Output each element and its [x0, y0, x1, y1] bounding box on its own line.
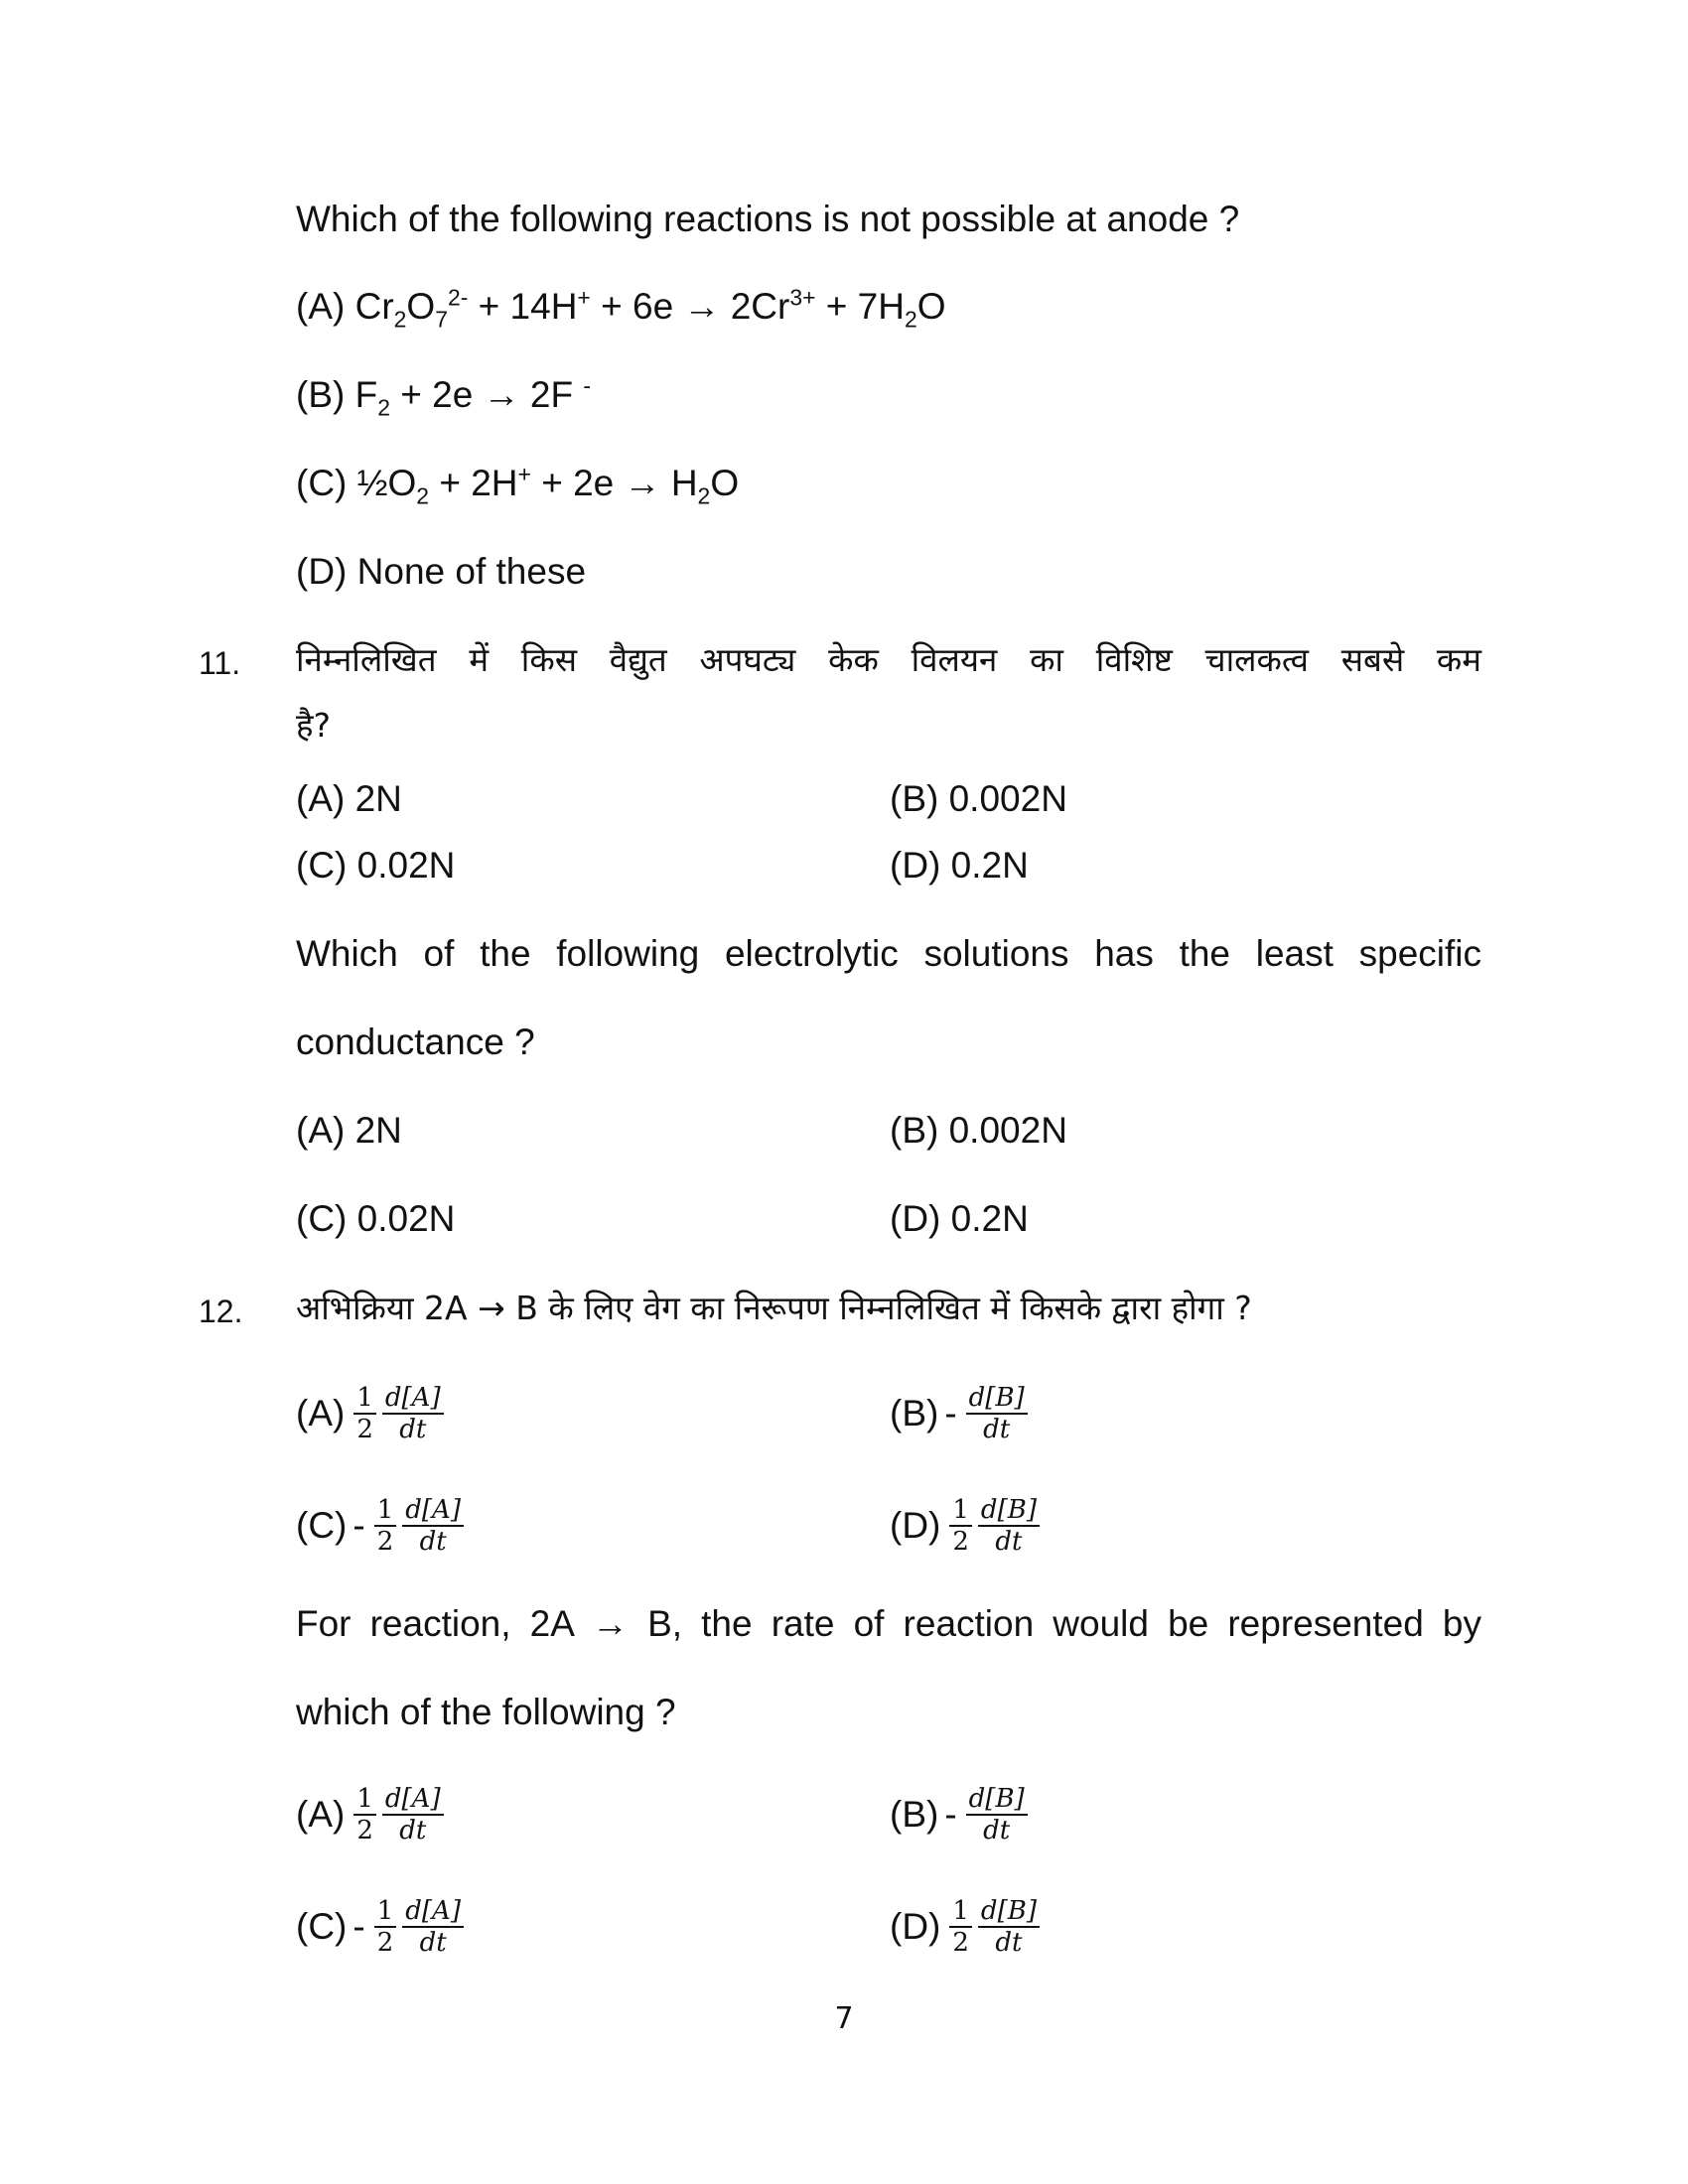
fraction-derivative: $\frac{d[B]}{dt}$ [966, 1383, 1028, 1444]
page-number: 7 [834, 2001, 854, 2036]
q12-en-option-a: (A) $\frac{1}{2}$ $\frac{d[A]}{dt}$ [296, 1775, 447, 1854]
q12-hi-option-c: (C) - $\frac{1}{2}$ $\frac{d[A]}{dt}$ [296, 1486, 467, 1566]
q12-en-option-b: (B) - $\frac{d[B]}{dt}$ [890, 1775, 1031, 1854]
fraction-coefficient: $\frac{1}{2}$ [374, 1495, 397, 1557]
fraction-coefficient: $\frac{1}{2}$ [353, 1383, 376, 1444]
q12-number: 12. [199, 1294, 243, 1329]
q12-hi-option-a: (A) $\frac{1}{2}$ $\frac{d[A]}{dt}$ [296, 1374, 447, 1453]
fraction-coefficient: $\frac{1}{2}$ [949, 1495, 972, 1557]
q10-question-en: Which of the following reactions is not possible at anode ? [296, 199, 1240, 239]
fraction-derivative: $\frac{d[A]}{dt}$ [402, 1495, 464, 1557]
q12-hi-option-b: (B) - $\frac{d[B]}{dt}$ [890, 1374, 1031, 1453]
q12-en-option-d: (D) $\frac{1}{2}$ $\frac{d[B]}{dt}$ [890, 1887, 1043, 1967]
q11-question-en-line2: conductance ? [296, 1022, 535, 1062]
fraction-derivative: $\frac{d[B]}{dt}$ [978, 1896, 1040, 1958]
q11-hi-option-a: (A) 2N [296, 778, 402, 819]
q11-question-en-line1: Which of the following electrolytic solutions has the least specific [296, 933, 1481, 974]
q11-hi-option-c: (C) 0.02N [296, 845, 456, 886]
q11-en-option-c: (C) 0.02N [296, 1198, 456, 1239]
q11-en-option-a: (A) 2N [296, 1110, 402, 1151]
q10-option-b: (B) $F_2 + 2e \to 2F$ - [296, 372, 591, 421]
q11-number: 11. [199, 645, 241, 681]
fraction-derivative: $\frac{d[A]}{dt}$ [382, 1383, 444, 1444]
q12-question-hi: अभिक्रिया 2A → B के लिए वेग का निरूपण निम्नलिखित में किसके द्वारा होगा ? [296, 1289, 1252, 1327]
q11-en-option-b: (B) 0.002N [890, 1110, 1067, 1151]
q11-en-option-d: (D) 0.2N [890, 1198, 1029, 1239]
fraction-coefficient: $\frac{1}{2}$ [353, 1784, 376, 1845]
q11-hi-option-b: (B) 0.002N [890, 778, 1067, 819]
q12-en-option-c: (C) - $\frac{1}{2}$ $\frac{d[A]}{dt}$ [296, 1887, 467, 1967]
fraction-derivative: $\frac{d[A]}{dt}$ [402, 1896, 464, 1958]
fraction-derivative: $\frac{d[B]}{dt}$ [978, 1495, 1040, 1557]
fraction-derivative: $\frac{d[B]}{dt}$ [966, 1784, 1028, 1845]
q11-question-hi-line2: है? [296, 706, 332, 745]
fraction-coefficient: $\frac{1}{2}$ [374, 1896, 397, 1958]
fraction-derivative: $\frac{d[A]}{dt}$ [382, 1784, 444, 1845]
q10-option-c: (C) $\frac{1}{2}O_2 + 2H^+ + 2e \to H_2O$ [296, 461, 740, 509]
q12-hi-option-d: (D) $\frac{1}{2}$ $\frac{d[B]}{dt}$ [890, 1486, 1043, 1566]
q11-question-hi-line1: निम्नलिखित में किस वैद्युत अपघट्य केक विलयन का विशिष्ट चालकत्व सबसे कम [296, 640, 1481, 679]
q10-option-a: (A) $Cr_2O_7^{2-} + 14H^+ + 6e \to 2Cr^{3+} + 7H_2O$ [296, 284, 946, 333]
q11-hi-option-d: (D) 0.2N [890, 845, 1029, 886]
q12-question-en-line2: which of the following ? [296, 1692, 676, 1732]
q10-option-d: (D) None of these [296, 551, 587, 592]
fraction-coefficient: $\frac{1}{2}$ [949, 1896, 972, 1958]
q12-question-en-line1: For reaction, 2A → B, the rate of reaction would be represented by [296, 1603, 1481, 1644]
